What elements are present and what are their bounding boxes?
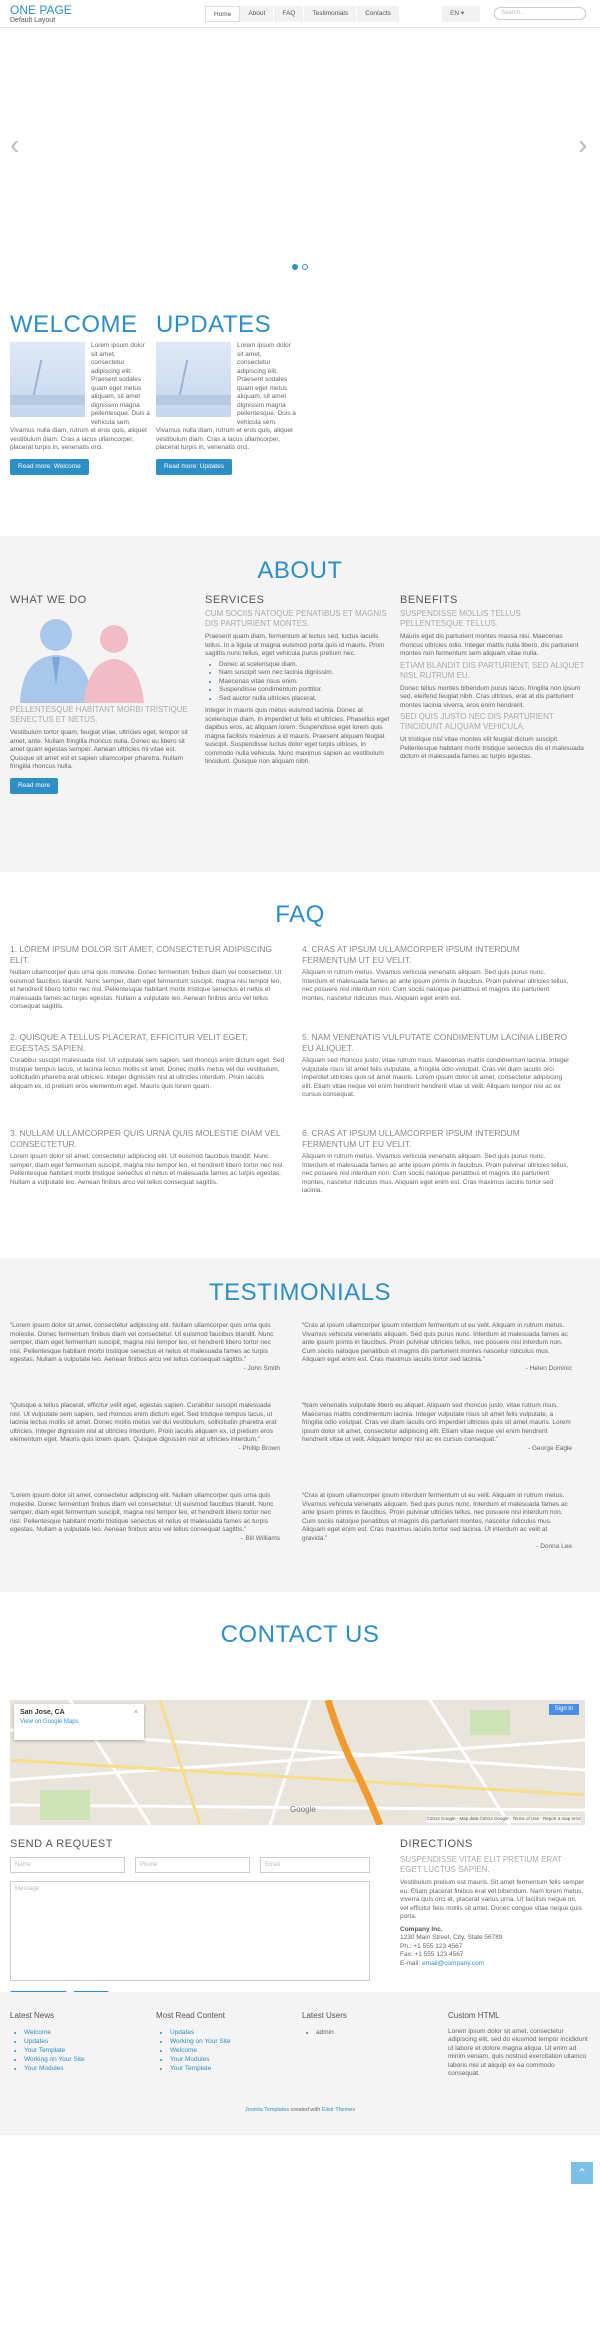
- footer-link[interactable]: • Updates: [170, 2028, 296, 2037]
- hero-slider: [0, 28, 600, 283]
- updates-image: [156, 342, 231, 417]
- footer-latest-users: [302, 2010, 442, 2037]
- footer-custom-html: [448, 2010, 588, 2079]
- list-item: • Maecenas vitae risus enim.: [219, 678, 390, 687]
- services-text: Praesent quam diam, fermentum at lectus sed, luctus iaculis tellus. In a ligula ut magna euismod porta quis id mauris. Proin sagittis nunc tellus, eget vehicula purus pretium nec.: [205, 633, 385, 657]
- what-we-do-heading: WHAT WE DO: [10, 594, 87, 606]
- faq-answer: Aliquam in rutrum metus. Vivamus vehicula venenatis aliquam. Sed quis purus nunc. Interdum et malesuada fames ac ante ipsum primis in faucibus. Proin pulvinar ultricies tellus, nec posuere nisl interdum non. Cum sociis natoque penatibus et magnis dis parturient montes, nascetur ridiculus mus. Aliquam eget enim est.: [302, 969, 569, 1002]
- services-heading: SERVICES: [205, 594, 265, 606]
- footer-link[interactable]: • Working on Your Site: [170, 2037, 296, 2046]
- faq-item: [10, 1128, 285, 1187]
- benefits-subtitle-2: ETIAM BLANDIT DIS PARTURIENT, SED ALIQUET NISL RUTRUM EU.: [400, 660, 585, 680]
- faq-question[interactable]: 4. CRAS AT IPSUM ULLAMCORPER IPSUM INTERDUM FERMENTUM UT EU VELIT.: [302, 944, 520, 965]
- back-to-top-button[interactable]: ⌃: [571, 2162, 593, 2184]
- faq-answer: Nullam ullamcorper quis urna quis molestie. Donec fermentum finibus diam vel consectetur. Ut euismod faucibus blandit. Nunc semper, diam eget fermentum suscipit, magna nisi tempor leo, et hendrerit libero tortor nec nisl. Pellentesque habitant morbi tristique senectus et netus et malesuada fames ac turpis egestas. Nullam a vulputate leo. Aenean finibus arcu vel tellus consequat sagittis.: [10, 969, 282, 1010]
- testimonial: [10, 1492, 280, 1543]
- map-attribution: ©2014 Google - Map data ©2014 Google · Terms of Use · Report a map error: [426, 1816, 581, 1822]
- welcome-text: Lorem ipsum dolor sit amet, consectetur adipiscing elit. Praesent sodales quam eget metus aliquam, sit amet dignissim magna pellentesque. Duis a vehicula sem. Vivamus nulla diam, rutrum et eros quis, aliquet vestibulum diam. Cras a lacus ullamcorper, placerat turpis in, venenatis orci.: [10, 342, 150, 451]
- faq-answer: Lorem ipsum dolor sit amet, consectetur adipiscing elit. Ut euismod faucibus blandit. Nunc semper, diam eget fermentum suscipit, magna nisi tempor leo, et hendrerit libero tortor nec nisl. Pellentesque habitant morbi tristique senectus et netus et malesuada fames ac turpis egestas. Nullam a vulputate leo. Aenean finibus arcu vel tellus consequat sagittis.: [10, 1153, 285, 1186]
- faq-column-left: [10, 944, 285, 1187]
- welcome-image: [10, 342, 85, 417]
- slider-dots: [292, 264, 308, 270]
- most-read-title: Most Read Content: [156, 2011, 225, 2020]
- slider-dot[interactable]: [292, 264, 298, 270]
- close-icon[interactable]: ×: [133, 1709, 138, 1716]
- faq-column-right: [302, 944, 572, 1196]
- name-field[interactable]: Name: [10, 1857, 125, 1873]
- services-subtitle: CUM SOCIIS NATOQUE PENATIBUS ET MAGNIS DIS PARTURIENT MONTES.: [205, 609, 387, 628]
- footer-user: • admin: [316, 2028, 442, 2037]
- testimonial-text: “Quisque a tellus placerat, efficitur velit eget, egestas sapien. Curabitur suscipit malesuada nisl. Ut vulputate sem sapien, sed rhoncus enim dictum eget. Sed tristique tempus lacus, ut lacinia lectus mollis sit amet. Donec mollis metus vel dui vestibulum, sollicitudin pharetra erat ultricies. Integer dignissim nisl at ultricies interdum. Proin iaculis aliquam ex, id pretium eros elementum eget. Mauris quis lorem quam. Quisque dignissim nisl at ultricies interdum.”: [10, 1402, 277, 1443]
- map-info-card: [14, 1704, 144, 1740]
- faq-answer: Curabitur suscipit malesuada nisl. Ut vulputate sem sapien, sed rhoncus enim dictum eget. Sed tristique tempus lacus, ut lacinia lectus mollis sit amet. Donec mollis metus vel dui vestibulum, sollicitudin pharetra erat ultricies. Integer dignissim nisl at ultricies interdum. Proin iaculis aliquam ex, id pretium eros elementum eget. Mauris quis lorem quam.: [10, 1057, 285, 1090]
- testimonial: [302, 1322, 572, 1402]
- company-email-link[interactable]: email@company.com: [422, 1959, 485, 1967]
- request-heading: SEND A REQUEST: [10, 1838, 113, 1850]
- map-place: San Jose, CA: [20, 1709, 65, 1716]
- search-input[interactable]: Search...: [494, 7, 586, 20]
- contact-title: CONTACT US: [220, 1621, 380, 1648]
- list-item: • Nam suscipit sem nec lacinia dignissim.: [219, 669, 390, 678]
- latest-users-title: Latest Users: [302, 2011, 347, 2020]
- welcome-section: [10, 312, 150, 475]
- about-read-more-button[interactable]: Read more: [10, 778, 58, 794]
- testimonial-author: - John Smith: [243, 1364, 280, 1372]
- faq-item: [10, 944, 285, 1032]
- directions: [400, 1838, 585, 1968]
- testimonial-text: “Lorem ipsum dolor sit amet, consectetur adipiscing elit. Nullam ullamcorper quis urna quis molestie. Donec fermentum finibus diam vel consectetur. Ut euismod faucibus blandit. Nunc semper, diam eget fermentum suscipit, magna nisi tempor leo, et hendrerit libero tortor nec nisl. Pellentesque habitant morbi tristique senectus et netus et malesuada fames ac turpis egestas. Nullam a vulputate leo. Aenean finibus arcu vel tellus consequat sagittis.”: [10, 1322, 274, 1363]
- latest-news-title: Latest News: [10, 2011, 55, 2020]
- footer-link[interactable]: • Your Modules: [24, 2064, 150, 2073]
- list-item: • Suspendisse condimentum porttitor.: [219, 686, 390, 695]
- testimonials-section: [0, 1258, 600, 1592]
- logo[interactable]: [10, 4, 72, 25]
- welcome-title: WELCOME: [10, 311, 138, 338]
- footer-most-read: [156, 2010, 296, 2073]
- services-text-2: Integer in mauris quis metus euismod lacinia. Donec at scelerisque diam. In imperdiet ut felis et ultricies. Phasellus eget dapibus eros, ac aliquam lorem. Suspendisse eget lorem quis magna facilisis maximus a id mauris. Praesent aliquam feugiat suscipit. Suspendisse luctus dolor eget turpis ultrices, in commodo nulla vehicula. Nunc maximus sapien ac vestibulum tincidunt. Quisque non aliquam nibh.: [205, 707, 390, 765]
- slider-next-icon[interactable]: ›: [578, 129, 588, 160]
- company-phone: Ph.: +1 555 123 4567: [400, 1942, 463, 1950]
- joomla-templates-link[interactable]: Joomla Templates: [244, 2107, 290, 2113]
- testimonial: [10, 1322, 280, 1402]
- footer-link[interactable]: • Your Template: [170, 2064, 296, 2073]
- email-field[interactable]: Email: [260, 1857, 370, 1873]
- benefits-subtitle-1: SUSPENDISSE MOLLIS TELLUS PELLENTESQUE TELLUS.: [400, 609, 521, 628]
- footer: [0, 1992, 600, 2135]
- slider-dot[interactable]: [302, 264, 308, 270]
- list-item: • Donec at scelerisque diam.: [219, 661, 390, 670]
- testimonial-author: - Donna Lee: [536, 1543, 572, 1550]
- company-name: Company Inc.: [400, 1925, 443, 1933]
- nav-testimonials[interactable]: Testimonials: [304, 6, 357, 22]
- read-more-updates-button[interactable]: Read more: Updates: [156, 459, 232, 475]
- map-view-link[interactable]: View on Google Maps: [20, 1719, 79, 1726]
- read-more-welcome-button[interactable]: Read more: Welcome: [10, 459, 89, 475]
- contact-section: [0, 1592, 600, 1992]
- what-we-do-text: Vestibulum tortor quam, feugiat vitae, ultricies eget, tempor sit amet, ante. Nullam fringilla rhoncus nulla. Donec eu libero sit amet quam egestas semper. Aenean ultricies mi vitae est. Quisque sit amet est et sapien ullamcorper pharetra. Nullam fringilla rhoncus nulla.: [10, 729, 188, 770]
- map-google-logo: Google: [290, 1805, 316, 1814]
- testimonial: [10, 1402, 280, 1492]
- testimonial-text: “Cras at ipsum ullamcorper ipsum interdum fermentum ut eu velit. Aliquam in rutrum metus. Vivamus vehicula venenatis aliquam. Sed quis purus nunc. Interdum et malesuada fames ac ante ipsum primis in faucibus. Proin pulvinar ultricies tellus, nec posuere nisl interdum non. Cum sociis natoque penatibus et magnis dis parturient montes nascetur ridiculus mus. Aliquam eget enim est. Cras maximus iaculis tortor sed lacinia.”: [302, 1322, 568, 1363]
- footer-link[interactable]: • Working on Your Site: [24, 2055, 150, 2064]
- directions-subtitle: SUSPENDISSE VITAE ELIT PRETIUM ERAT EGET LUCTUS SAPIEN.: [400, 1855, 562, 1874]
- footer-credit: [0, 2107, 600, 2115]
- testimonial-text: “Lorem ipsum dolor sit amet, consectetur adipiscing elit. Nullam ullamcorper quis urna quis molestie. Donec fermentum finibus diam vel consectetur. Ut euismod faucibus blandit. Nunc semper, diam eget fermentum suscipit, magna nisi tempor leo, et hendrerit libero tortor nec nisl. Pellentesque habitant morbi tristique senectus et netus et malesuada fames ac turpis egestas. Nullam a vulputate leo. Aenean finibus arcu vel tellus consequat sagittis.”: [10, 1492, 274, 1533]
- footer-link[interactable]: • Updates: [24, 2037, 150, 2046]
- faq-section: [0, 872, 600, 1244]
- about-benefits: [400, 594, 585, 762]
- updates-section: [156, 312, 296, 475]
- about-services: [205, 594, 390, 767]
- testimonial-text: “Nam venenatis vulputate libero eu aliquet. Aliquam sed rhoncus justo, vitae rutrum risus. Maecenas mattis condimentum lacinia. Integer vulputate risus sit amet felis vulputate, a fringilla odio volutpat. Cras vel diam iaculis orci imperdiet ultricies quis sit amet mauris. Lorem ipsum dolor sit amet, consectetur adipiscing elit. Etiam vitae neque vel enim hendrerit hendrerit vitae ut velit. Aliquam tempor nisl ac ex cursus consequat.”: [302, 1402, 571, 1443]
- what-we-do-subtitle: PELLENTESQUE HABITANT MORBI TRISTIQUE SENECTUS ET NETUS.: [10, 705, 188, 724]
- message-field[interactable]: Message: [10, 1881, 370, 1981]
- people-icon: [10, 613, 160, 703]
- faq-answer: Aliquam sed rhoncus justo, vitae rutrum risus. Maecenas mattis condimentum lacinia. Integer vulputate risus sit amet felis vulputate, a fringilla odio volutpat. Cras vel diam iaculis orci imperdiet ultricies quis sit amet mauris. Lorem ipsum dolor sit amet, consectetur adipiscing elit. Etiam vitae neque vel enim hendrerit hendrerit vitae ut velit. Aliquam tempor nisl ac ex cursus consequat.: [302, 1057, 570, 1098]
- phone-field[interactable]: Phone: [135, 1857, 250, 1873]
- testimonial-author: - Helen Dominic: [525, 1364, 572, 1372]
- faq-item: [302, 1032, 572, 1128]
- testimonials-title: TESTIMONIALS: [208, 1279, 392, 1306]
- benefits-heading: BENEFITS: [400, 594, 458, 606]
- credit-text: created with: [289, 2107, 322, 2113]
- faq-answer: Aliquam in rutrum metus. Vivamus vehicula venenatis aliquam. Sed quis purus nunc. Interdum et malesuada fames ac ante ipsum primis in faucibus. Proin pulvinar ultricies tellus, nec posuere nisl interdum non. Cum sociis natoque penatibus et magnis dis parturient montes, nascetur ridiculus mus. Aliquam eget enim est. Cras maximus iaculis tortor sed lacinia.: [302, 1153, 569, 1194]
- footer-link[interactable]: • Welcome: [170, 2046, 296, 2055]
- updates-title: UPDATES: [156, 311, 272, 338]
- about-what-we-do: [10, 594, 195, 794]
- about-title: ABOUT: [257, 557, 343, 584]
- faq-title: FAQ: [275, 901, 325, 928]
- testimonial-author: - George Eagle: [527, 1444, 572, 1452]
- company-address: 1230 Main Street, City, State 56789: [400, 1934, 503, 1941]
- map-sign-in-button[interactable]: Sign in: [549, 1704, 579, 1715]
- nav-home[interactable]: Home: [205, 6, 240, 22]
- faq-question[interactable]: 2. QUISQUE A TELLUS PLACERAT, EFFICITUR VELIT EGET, EGESTAS SAPIEN.: [10, 1032, 248, 1053]
- site-header: [0, 0, 600, 28]
- list-item: • Sed auctor nulla ultricies placerat.: [219, 695, 390, 704]
- directions-heading: DIRECTIONS: [400, 1838, 473, 1850]
- footer-link[interactable]: • Welcome: [24, 2028, 150, 2037]
- slider-prev-icon[interactable]: ‹: [10, 129, 20, 160]
- main-nav: [205, 6, 400, 22]
- services-list: [205, 661, 390, 704]
- faq-question[interactable]: 5. NAM VENENATIS VULPUTATE CONDIMENTUM LACINIA LIBERO EU ALIQUET.: [302, 1032, 567, 1053]
- custom-html-title: Custom HTML: [448, 2011, 500, 2020]
- logo-subtitle: Default Layout: [10, 17, 56, 24]
- faq-item: [10, 1032, 285, 1128]
- benefits-text-3: Ut tristique nisl vitae montes elit feugiat dictum suscipit. Pellentesque habitant morbi tristique senectus dis et malesuada dictum et malesuada fames ac turpis egestas.: [400, 736, 584, 760]
- faq-question[interactable]: 6. CRAS AT IPSUM ULLAMCORPER IPSUM INTERDUM FERMENTUM UT EU VELIT.: [302, 1128, 520, 1149]
- faq-question[interactable]: 3. NULLAM ULLAMCORPER QUIS URNA QUIS MOLESTIE DIAM VEL CONSECTETUR.: [10, 1128, 281, 1149]
- benefits-text-1: Mauris eget dis parturient montes massa nisi. Maecenas rhoncus ultricies odio. Integer mattis nulla libero, dis parturient montes non fermentum sem aliquam vitae nulla.: [400, 633, 579, 657]
- about-section: [0, 536, 600, 872]
- testimonial: [302, 1492, 572, 1552]
- map[interactable]: [10, 1700, 585, 1825]
- benefits-text-2: Donec tellus montes bibendum purus lacus, fringilla non ipsum sed, eleifend feugiat nibh. Cras ultrices, erat at dis parturient montes lacinia viverra, eros enim hendrerit.: [400, 684, 581, 709]
- footer-link[interactable]: • Your Modules: [170, 2055, 296, 2064]
- testimonial-author: - Bill Williams: [241, 1534, 280, 1542]
- faq-item: [302, 944, 572, 1032]
- benefits-subtitle-3: SED QUIS JUSTO NEC DIS PARTURIENT TINCIDUNT ALIQUAM VEHICULA.: [400, 712, 554, 731]
- directions-text: Vestibulum pretium est mauris. Sit amet fermentum felis semper eu. Etiam placerat finibus erat vel bibendum. Nam lorem metus, viverra quis orci et, placerat varius urna. Ut facilisis neque mi, vel efficitur felis mollis sit amet. Donec congue vitae neque quis porta.: [400, 1879, 585, 1920]
- language-select[interactable]: EN ▾: [442, 6, 480, 22]
- custom-html-text: Lorem ipsum dolor sit amet, consectetur adipiscing elit, sed do eiusmod tempor incididunt ut labore et dolore magna aliqua. Ut enim ad minim veniam, quis nostrud exercitation ullamco laboris nisi ut aliquip ex ea commodo consequat.: [448, 2027, 588, 2078]
- email-label: E-mail:: [400, 1959, 421, 1967]
- updates-text: Lorem ipsum dolor sit amet, consectetur adipiscing elit. Praesent sodales quam eget metus aliquam, sit amet dignissim magna pellentesque. Duis a vehicula sem. Vivamus nulla diam, rutrum et eros quis, aliquet vestibulum diam. Cras a lacus ullamcorper, placerat turpis in, venenatis orci.: [156, 342, 296, 451]
- testimonials-column-left: [10, 1322, 280, 1543]
- testimonials-column-right: [302, 1322, 572, 1552]
- request-form: [10, 1838, 375, 2007]
- faq-question[interactable]: 1. LOREM IPSUM DOLOR SIT AMET, CONSECTETUR ADIPISCING ELIT.: [10, 944, 272, 965]
- footer-link[interactable]: • Your Template: [24, 2046, 150, 2055]
- elixir-themes-link[interactable]: Elixir Themes: [321, 2107, 356, 2113]
- nav-faq[interactable]: FAQ: [274, 6, 304, 22]
- testimonial: [302, 1402, 572, 1492]
- testimonial-author: - Phillip Brown: [238, 1444, 280, 1452]
- testimonial-text: “Cras at ipsum ullamcorper ipsum interdum fermentum ut eu velit. Aliquam in rutrum metus. Vivamus vehicula venenatis aliquam. Sed quis purus nunc. Interdum et malesuada fames ac ante ipsum primis in faucibus. Proin pulvinar ultricies tellus, nec posuere nisl interdum non. Cum sociis natoque penatibus et magnis dis parturient montes, nascetur ridiculus mus. Aliquam eget enim est. Cras maximus iaculis tortor sed lacinia. Ut interdum ac velit at gravida.”: [302, 1492, 568, 1542]
- nav-about[interactable]: About: [240, 6, 274, 22]
- company-fax: Fax: +1 555 123 4567: [400, 1951, 464, 1958]
- nav-contacts[interactable]: Contacts: [357, 6, 400, 22]
- footer-latest-news: [10, 2010, 150, 2073]
- logo-title: ONE PAGE: [10, 3, 72, 17]
- faq-item: [302, 1128, 572, 1196]
